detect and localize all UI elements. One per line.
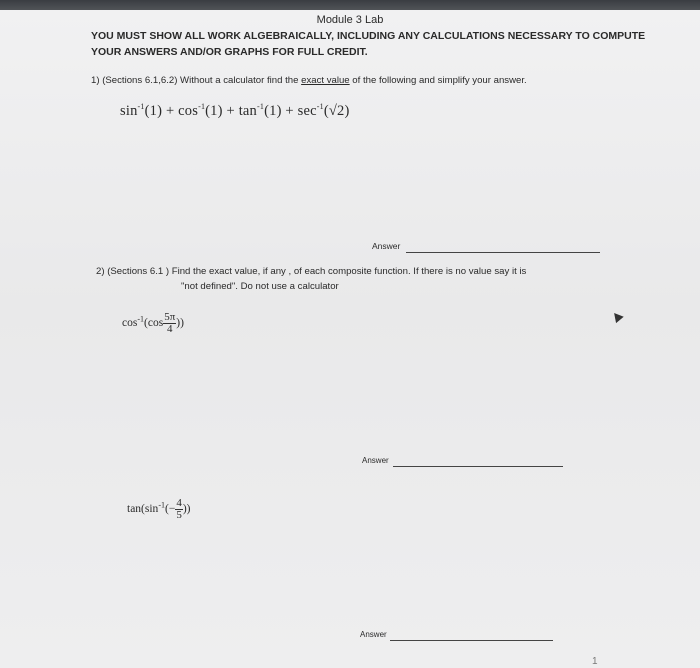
expr-term: )) <box>182 503 191 516</box>
expr-term: (√2) <box>323 102 350 119</box>
fraction-denominator: 5 <box>176 509 182 521</box>
fraction-denominator: 4 <box>166 323 173 335</box>
question-2b-answer-label: Answer <box>360 630 387 639</box>
instructions-line-1: YOU MUST SHOW ALL WORK ALGEBRAICALLY, INCLUDING ANY CALCULATIONS NECESSARY TO COMPUTE <box>91 30 646 42</box>
question-1-underlined: exact value <box>301 75 350 86</box>
expr-term: (cos <box>144 317 164 330</box>
question-1-answer-label: Answer <box>372 241 401 251</box>
expr-exponent: -1 <box>198 102 206 111</box>
expr-term: sin <box>120 102 138 119</box>
page-title: Module 3 Lab <box>316 14 384 26</box>
fraction <box>175 498 183 521</box>
question-2a-answer-line <box>393 466 563 467</box>
expr-term: (1) + tan <box>205 102 258 119</box>
question-2-prompt-line-2: "not defined". Do not use a calculator <box>181 281 339 292</box>
expr-exponent: -1 <box>137 102 145 111</box>
question-2b-answer-line <box>390 640 553 641</box>
expr-exponent: -1 <box>137 314 145 324</box>
question-1-answer-line <box>406 252 600 253</box>
expr-term: (1) + sec <box>264 102 317 119</box>
mouse-cursor-icon <box>610 310 623 323</box>
expr-term: (− <box>164 503 176 516</box>
expr-exponent: -1 <box>316 102 324 111</box>
expr-term: )) <box>176 317 184 330</box>
question-2a-answer-label: Answer <box>362 456 389 465</box>
expr-term: cos <box>122 317 138 330</box>
document-page <box>0 10 700 668</box>
question-1-suffix: of the following and simplify your answer. <box>349 75 527 86</box>
question-2-prompt-line-1: 2) (Sections 6.1 ) Find the exact value, if any , of each composite function. If there is no value say it is <box>96 266 527 277</box>
instructions-line-2: YOUR ANSWERS AND/OR GRAPHS FOR FULL CREDIT. <box>91 46 368 58</box>
fraction <box>163 312 176 335</box>
expr-term: (1) + cos <box>144 102 199 119</box>
question-1-prefix: 1) (Sections 6.1,6.2) Without a calculator find the <box>91 75 302 86</box>
question-1-prompt <box>91 75 527 86</box>
fraction-numerator: 4 <box>176 497 182 509</box>
question-2b-expression <box>127 498 190 521</box>
expr-exponent: -1 <box>158 500 165 510</box>
question-2a-expression <box>122 312 184 335</box>
page-number: 1 <box>592 656 598 667</box>
expr-exponent: -1 <box>257 102 265 111</box>
question-1-expression <box>120 102 350 120</box>
fraction-numerator: 5π <box>164 311 176 323</box>
expr-term: tan(sin <box>127 503 159 516</box>
